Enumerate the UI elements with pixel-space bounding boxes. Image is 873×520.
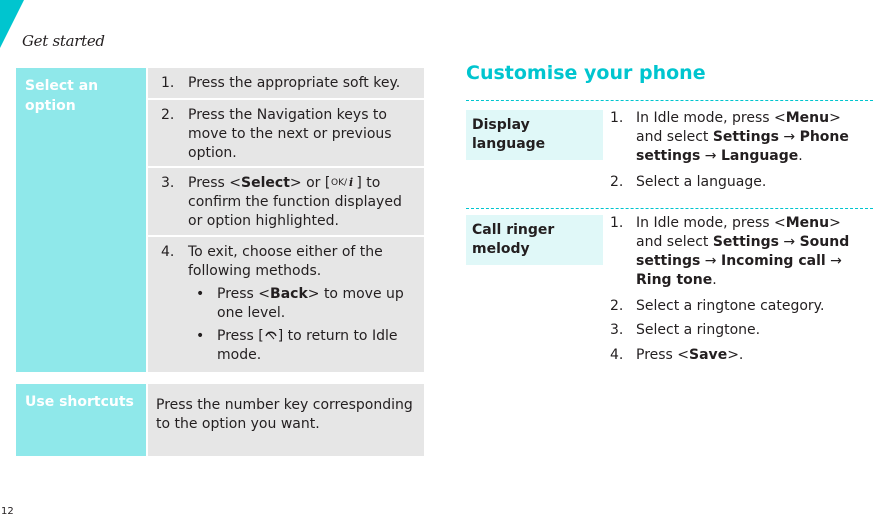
divider — [466, 100, 873, 101]
use-shortcuts-table — [16, 384, 424, 456]
call-ringer-melody-label: Call ringer melody — [466, 215, 603, 265]
step-3 — [148, 168, 424, 235]
call-ringer-step-2: 2. Select a ringtone category. — [610, 298, 825, 314]
step-number: 3. — [161, 175, 175, 191]
back-softkey-label: Back — [270, 286, 308, 302]
step-text: Press <Select> or [ OK/ i ] to confirm the function displayed or option highlighted. — [188, 175, 402, 229]
svg-text:OK/: OK/ — [331, 178, 348, 188]
use-shortcuts-label: Use shortcuts — [16, 384, 146, 456]
step-text: Press the appropriate soft key. — [188, 75, 401, 91]
select-option-label: Select an option — [16, 68, 146, 372]
display-language-step-1: 1. In Idle mode, press <Menu> and select Settings → Phone settings → Language. — [610, 110, 849, 164]
corner-decoration — [0, 0, 24, 48]
step-number: 1. — [161, 75, 175, 91]
step-number: 2. — [161, 107, 175, 123]
divider — [466, 208, 873, 209]
section-title: Customise your phone — [466, 62, 706, 84]
use-shortcuts-cell — [148, 384, 424, 456]
select-option-steps — [148, 68, 424, 372]
use-shortcuts-text: Press the number key corresponding to the option you want. — [156, 397, 413, 432]
step-text: Press the Navigation keys to move to the next or previous option. — [188, 107, 392, 161]
display-language-label: Display language — [466, 110, 603, 160]
ok-key-icon — [330, 175, 356, 188]
bullet-back: • Press <Back> to move up one level. — [196, 286, 404, 321]
step-4 — [148, 237, 424, 372]
step-1 — [148, 68, 424, 98]
call-ringer-step-1: 1. In Idle mode, press <Menu> and select Settings → Sound settings → Incoming call → Ring tone. — [610, 215, 850, 288]
page-header: Get started — [22, 32, 105, 50]
step-2 — [148, 100, 424, 166]
bullet-end: • Press [ ] to return to Idle mode. — [196, 328, 398, 363]
svg-text:i: i — [349, 176, 354, 188]
end-key-icon — [264, 328, 278, 341]
call-ringer-step-3: 3. Select a ringtone. — [610, 322, 761, 338]
page-number: 12 — [1, 506, 14, 517]
step-text: To exit, choose either of the following methods. — [188, 244, 383, 279]
select-softkey-label: Select — [241, 175, 290, 191]
select-option-table — [16, 68, 424, 372]
step-number: 4. — [161, 244, 175, 260]
call-ringer-step-4: 4. Press <Save>. — [610, 347, 744, 363]
display-language-step-2: 2. Select a language. — [610, 174, 767, 190]
